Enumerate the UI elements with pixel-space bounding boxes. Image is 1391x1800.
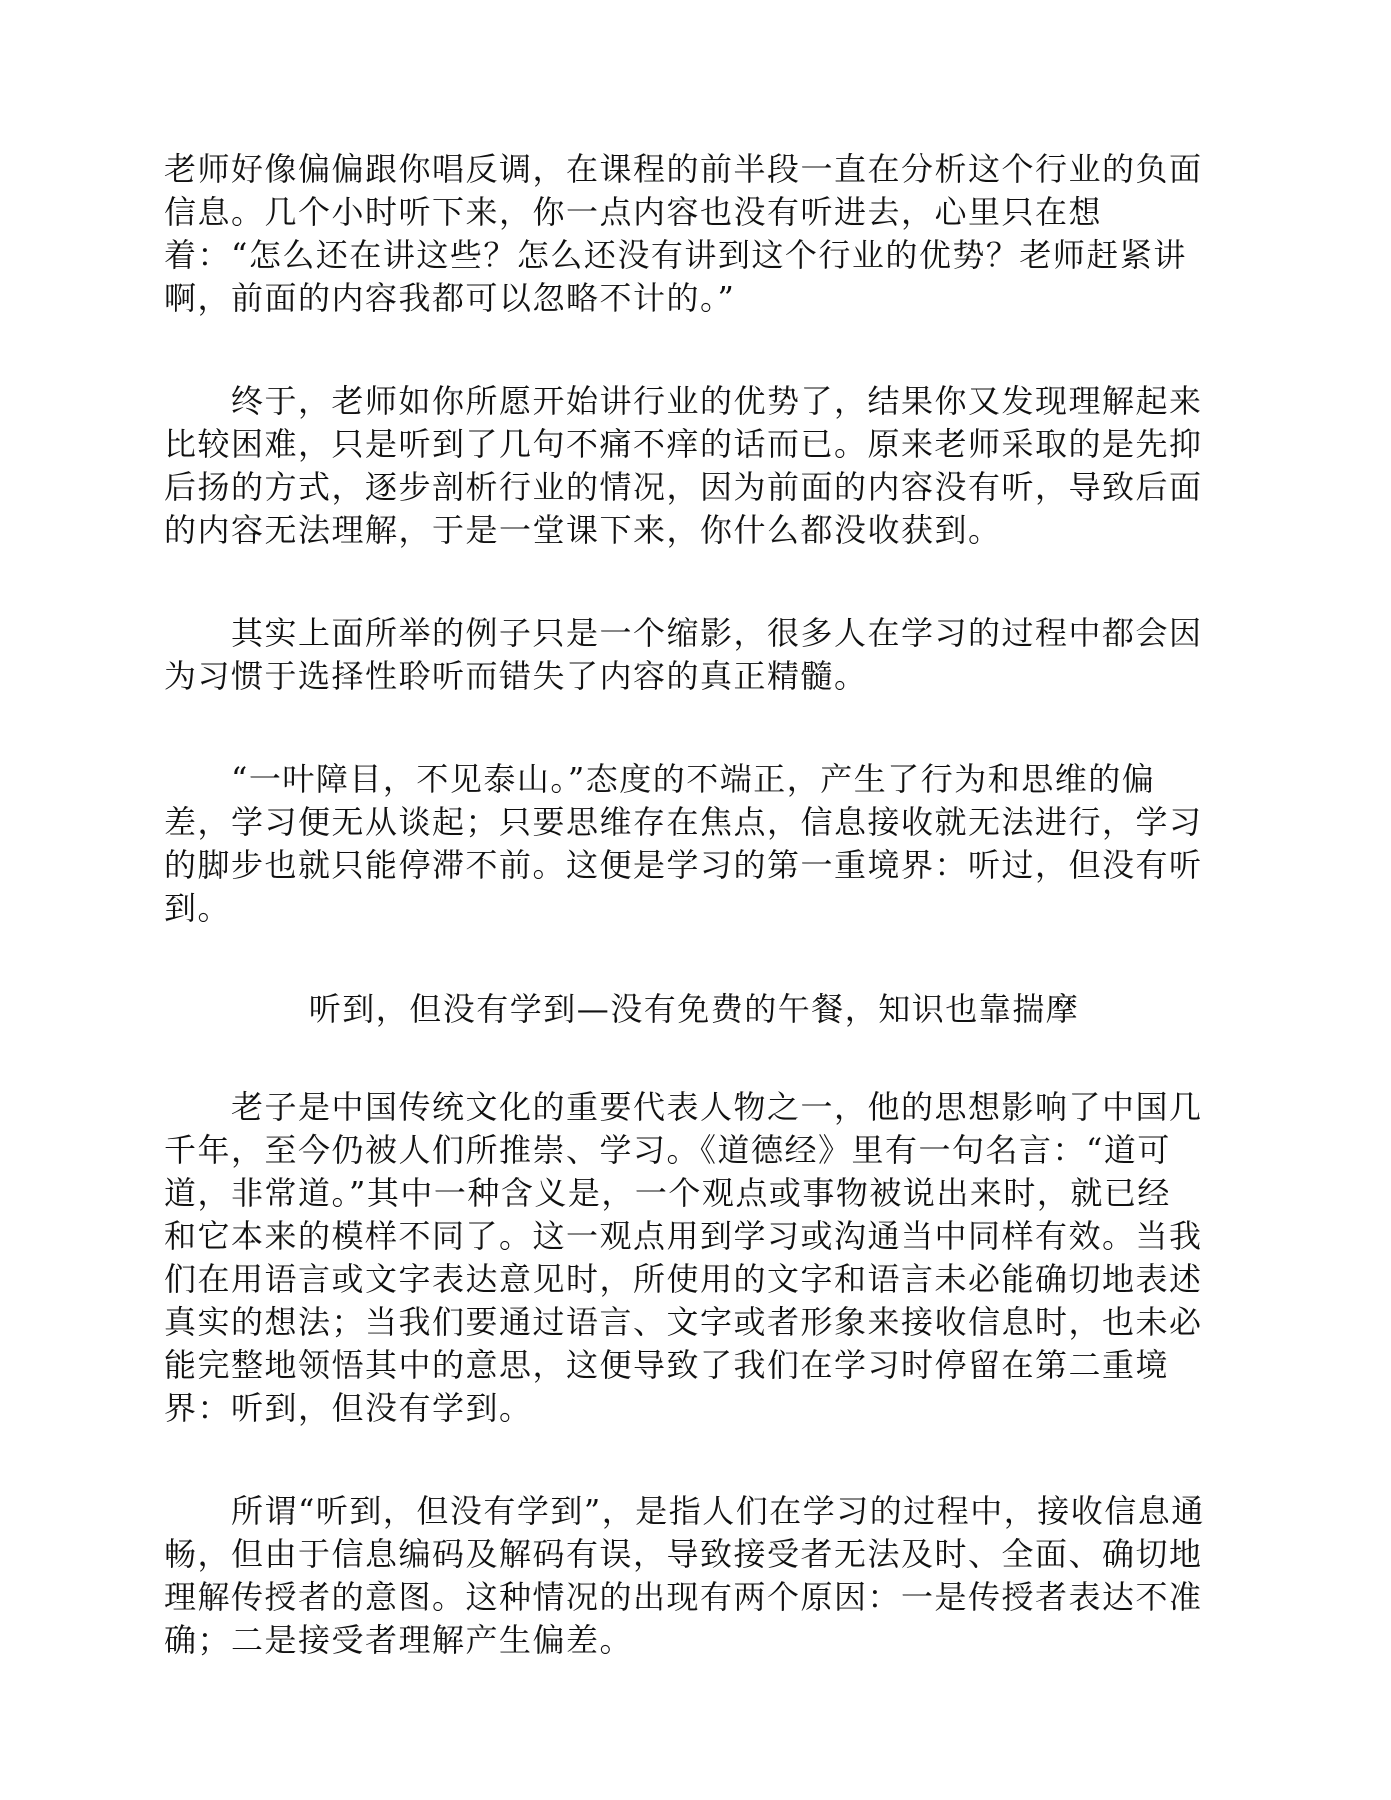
- paragraph-6: [164, 1490, 1224, 1662]
- section-heading: 听到，但没有学到—没有免费的午餐，知识也靠揣摩: [308, 990, 1080, 1028]
- text-line: 啊，前面的内容我都可以忽略不计的。”: [164, 279, 736, 317]
- paragraph-4: [164, 758, 1224, 930]
- paragraph-3: [164, 612, 1224, 698]
- text-line: 畅，但由于信息编码及解码有误，导致接受者无法及时、全面、确切地: [164, 1535, 1203, 1573]
- paragraph-2: [164, 380, 1224, 552]
- text-line: 理解传授者的意图。这种情况的出现有两个原因：一是传授者表达不准: [164, 1578, 1203, 1616]
- text-line: 后扬的方式，逐步剖析行业的情况，因为前面的内容没有听，导致后面: [164, 468, 1203, 506]
- text-line: 着：“怎么还在讲这些？怎么还没有讲到这个行业的优势？老师赶紧讲: [164, 236, 1187, 274]
- text-line: 差，学习便无从谈起；只要思维存在焦点，信息接收就无法进行，学习: [164, 803, 1203, 841]
- paragraph-5: [164, 1086, 1224, 1430]
- text-line: 比较困难，只是听到了几句不痛不痒的话而已。原来老师采取的是先抑: [164, 425, 1203, 463]
- text-line: 道，非常道。”其中一种含义是，一个观点或事物被说出来时，就已经: [164, 1174, 1171, 1212]
- text-line: 的脚步也就只能停滞不前。这便是学习的第一重境界：听过，但没有听: [164, 846, 1203, 884]
- text-line: 老子是中国传统文化的重要代表人物之一，他的思想影响了中国几: [164, 1088, 1203, 1126]
- text-line: 老师好像偏偏跟你唱反调，在课程的前半段一直在分析这个行业的负面: [164, 150, 1203, 188]
- text-line: 的内容无法理解，于是一堂课下来，你什么都没收获到。: [164, 511, 1002, 549]
- text-line: 为习惯于选择性聆听而错失了内容的真正精髓。: [164, 657, 868, 695]
- text-line: 和它本来的模样不同了。这一观点用到学习或沟通当中同样有效。当我: [164, 1217, 1203, 1255]
- text-line: “一叶障目，不见泰山。”态度的不端正，产生了行为和思维的偏: [164, 760, 1156, 798]
- text-line: 千年，至今仍被人们所推崇、学习。《道德经》里有一句名言：“道可: [164, 1131, 1171, 1169]
- text-line: 到。: [164, 889, 232, 927]
- text-line: 真实的想法；当我们要通过语言、文字或者形象来接收信息时，也未必: [164, 1303, 1203, 1341]
- text-line: 所谓“听到，但没有学到”，是指人们在学习的过程中，接收信息通: [164, 1492, 1205, 1530]
- text-line: 界：听到，但没有学到。: [164, 1389, 533, 1427]
- text-line: 其实上面所举的例子只是一个缩影，很多人在学习的过程中都会因: [164, 614, 1203, 652]
- text-line: 们在用语言或文字表达意见时，所使用的文字和语言未必能确切地表述: [164, 1260, 1203, 1298]
- text-line: 确；二是接受者理解产生偏差。: [164, 1621, 634, 1659]
- paragraph-1: [164, 148, 1224, 320]
- text-line: 终于，老师如你所愿开始讲行业的优势了，结果你又发现理解起来: [164, 382, 1203, 420]
- text-line: 信息。几个小时听下来，你一点内容也没有听进去，心里只在想: [164, 193, 1103, 231]
- text-line: 能完整地领悟其中的意思，这便导致了我们在学习时停留在第二重境: [164, 1346, 1170, 1384]
